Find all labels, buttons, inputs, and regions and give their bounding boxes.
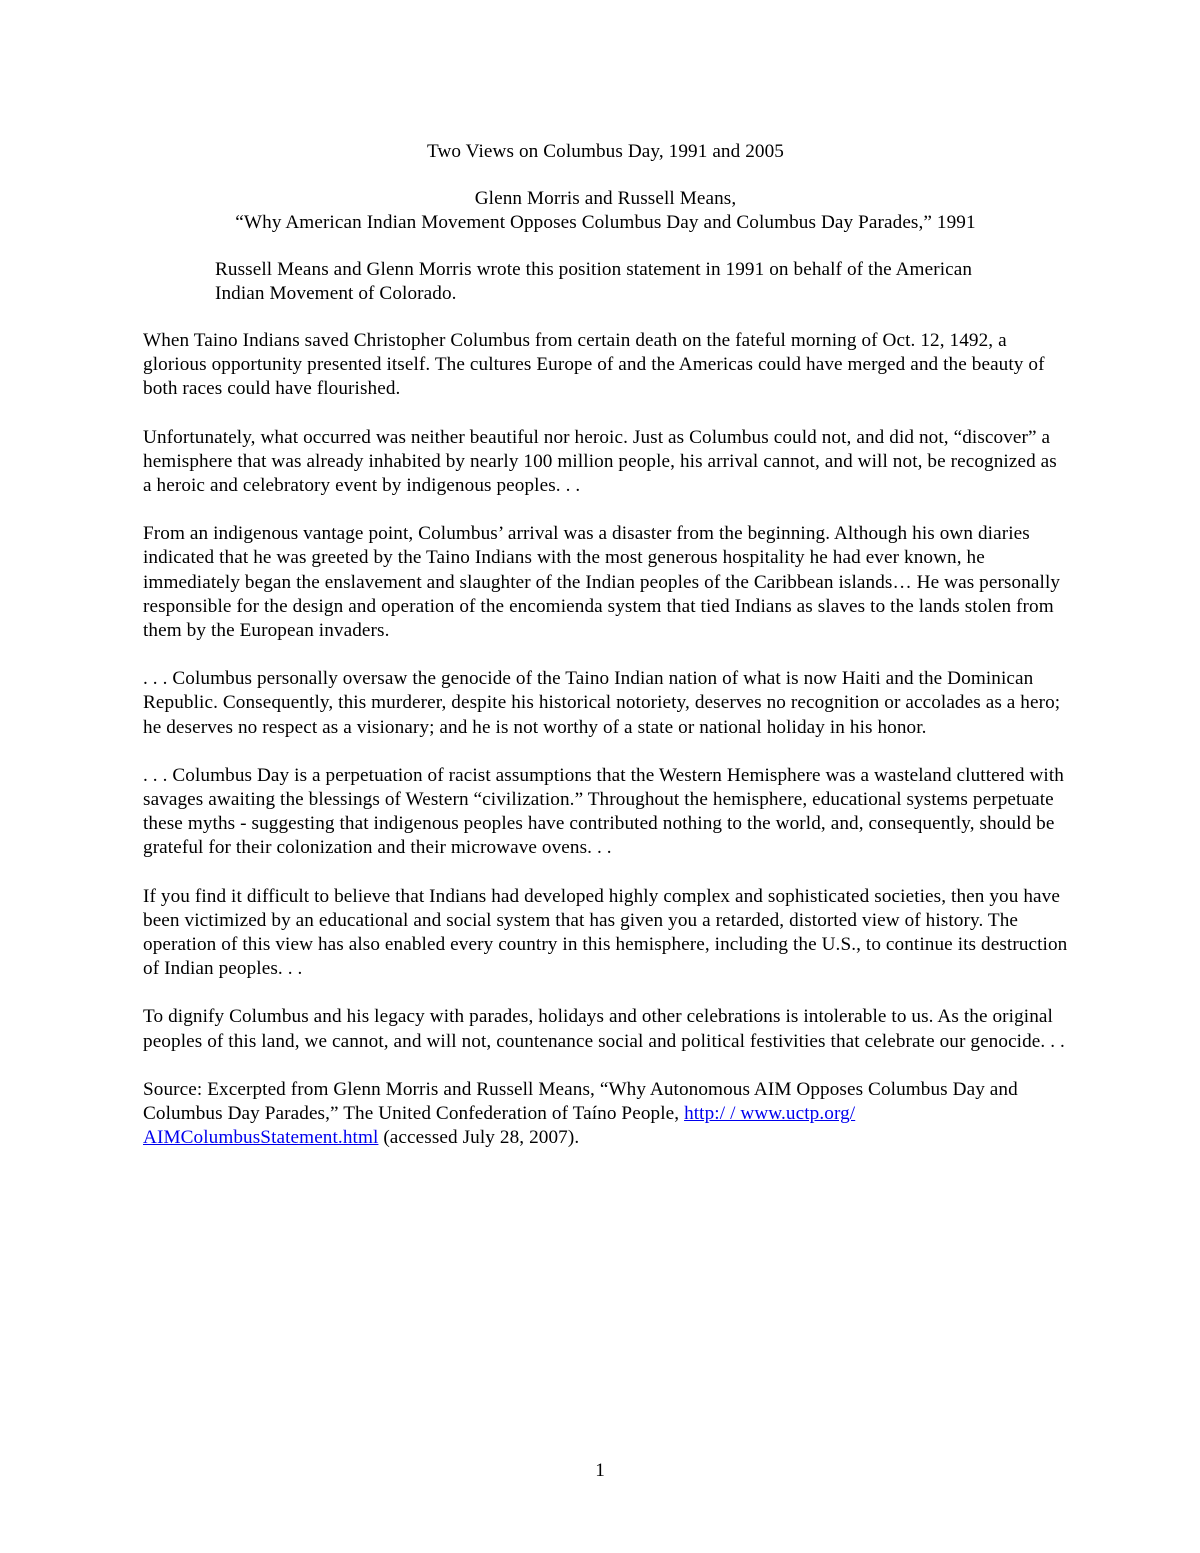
- body-paragraph: To dignify Columbus and his legacy with parades, holidays and other celebrations is intolerable to us. As the original peoples of this land, we cannot, and will not, countenance social and political festivities that celebrate our genocide. . .: [143, 1006, 1065, 1052]
- article-title: “Why American Indian Movement Opposes Columbus Day and Columbus Day Parades,” 1991: [235, 212, 976, 234]
- source-suffix: (accessed July 28, 2007).: [378, 1127, 580, 1149]
- authors-line: Glenn Morris and Russell Means,: [474, 188, 737, 210]
- body-paragraph: If you find it difficult to believe that Indians had developed highly complex and sophisticated societies, then you have been victimized by an educational and social system that has given you a retarded, distorted view of history. The operation of this view has also enabled every country in this hemisphere, including the U.S., to continue its destruction of Indian peoples. . .: [143, 885, 1068, 980]
- source-link[interactable]: http:/ / www.uctp.org/ AIMColumbusStatement.html: [143, 1103, 856, 1149]
- page-number: 1: [595, 1460, 605, 1481]
- body-paragraph: . . . Columbus personally oversaw the genocide of the Taino Indian nation of what is now Haiti and the Dominican Republic. Consequently, this murderer, despite his historical notoriety, deserves no recognition or accolades as a hero; he deserves no respect as a visionary; and he is not worthy of a state or national holiday in his honor.: [143, 668, 1061, 738]
- source-prefix: Source: Excerpted from Glenn Morris and Russell Means, “Why Autonomous AIM Opposes Columbus Day and Columbus Day Parades,” The United Confederation of Taíno People,: [143, 1078, 1018, 1125]
- document-title: Two Views on Columbus Day, 1991 and 2005: [427, 141, 784, 162]
- body-paragraph: . . . Columbus Day is a perpetuation of racist assumptions that the Western Hemisphere was a wasteland cluttered with savages awaiting the blessings of Western “civilization.” Throughout the hemisphere, educational systems perpetuate these myths - suggesting that indigenous peoples have contributed nothing to the world, and, consequently, should be grateful for their colonization and their microwave ovens. . .: [143, 764, 1064, 859]
- document-content: [143, 140, 1068, 1175]
- document-subtitle: [143, 187, 1068, 235]
- body-paragraph: When Taino Indians saved Christopher Columbus from certain death on the fateful morning of Oct. 12, 1492, a glorious opportunity presented itself. The cultures Europe of and the Americas could have merged and the beauty of both races could have flourished.: [143, 330, 1045, 400]
- body-paragraph: From an indigenous vantage point, Columbus’ arrival was a disaster from the beginning. Although his own diaries indicated that he was greeted by the Taino Indians with the most generous hospitality he had ever known, he immediately began the enslavement and slaughter of the Indian peoples of the Caribbean islands… He was personally responsible for the design and operation of the encomienda system that tied Indians as slaves to the lands stolen from them by the European invaders.: [143, 523, 1061, 642]
- intro-paragraph: Russell Means and Glenn Morris wrote this position statement in 1991 on behalf of the American Indian Movement of Colorado.: [215, 258, 973, 304]
- source-citation: [143, 1078, 1068, 1151]
- body-paragraph: Unfortunately, what occurred was neither beautiful nor heroic. Just as Columbus could not, and did not, “discover” a hemisphere that was already inhabited by nearly 100 million people, his arrival cannot, and will not, be recognized as a heroic and celebratory event by indigenous peoples. . .: [143, 426, 1057, 497]
